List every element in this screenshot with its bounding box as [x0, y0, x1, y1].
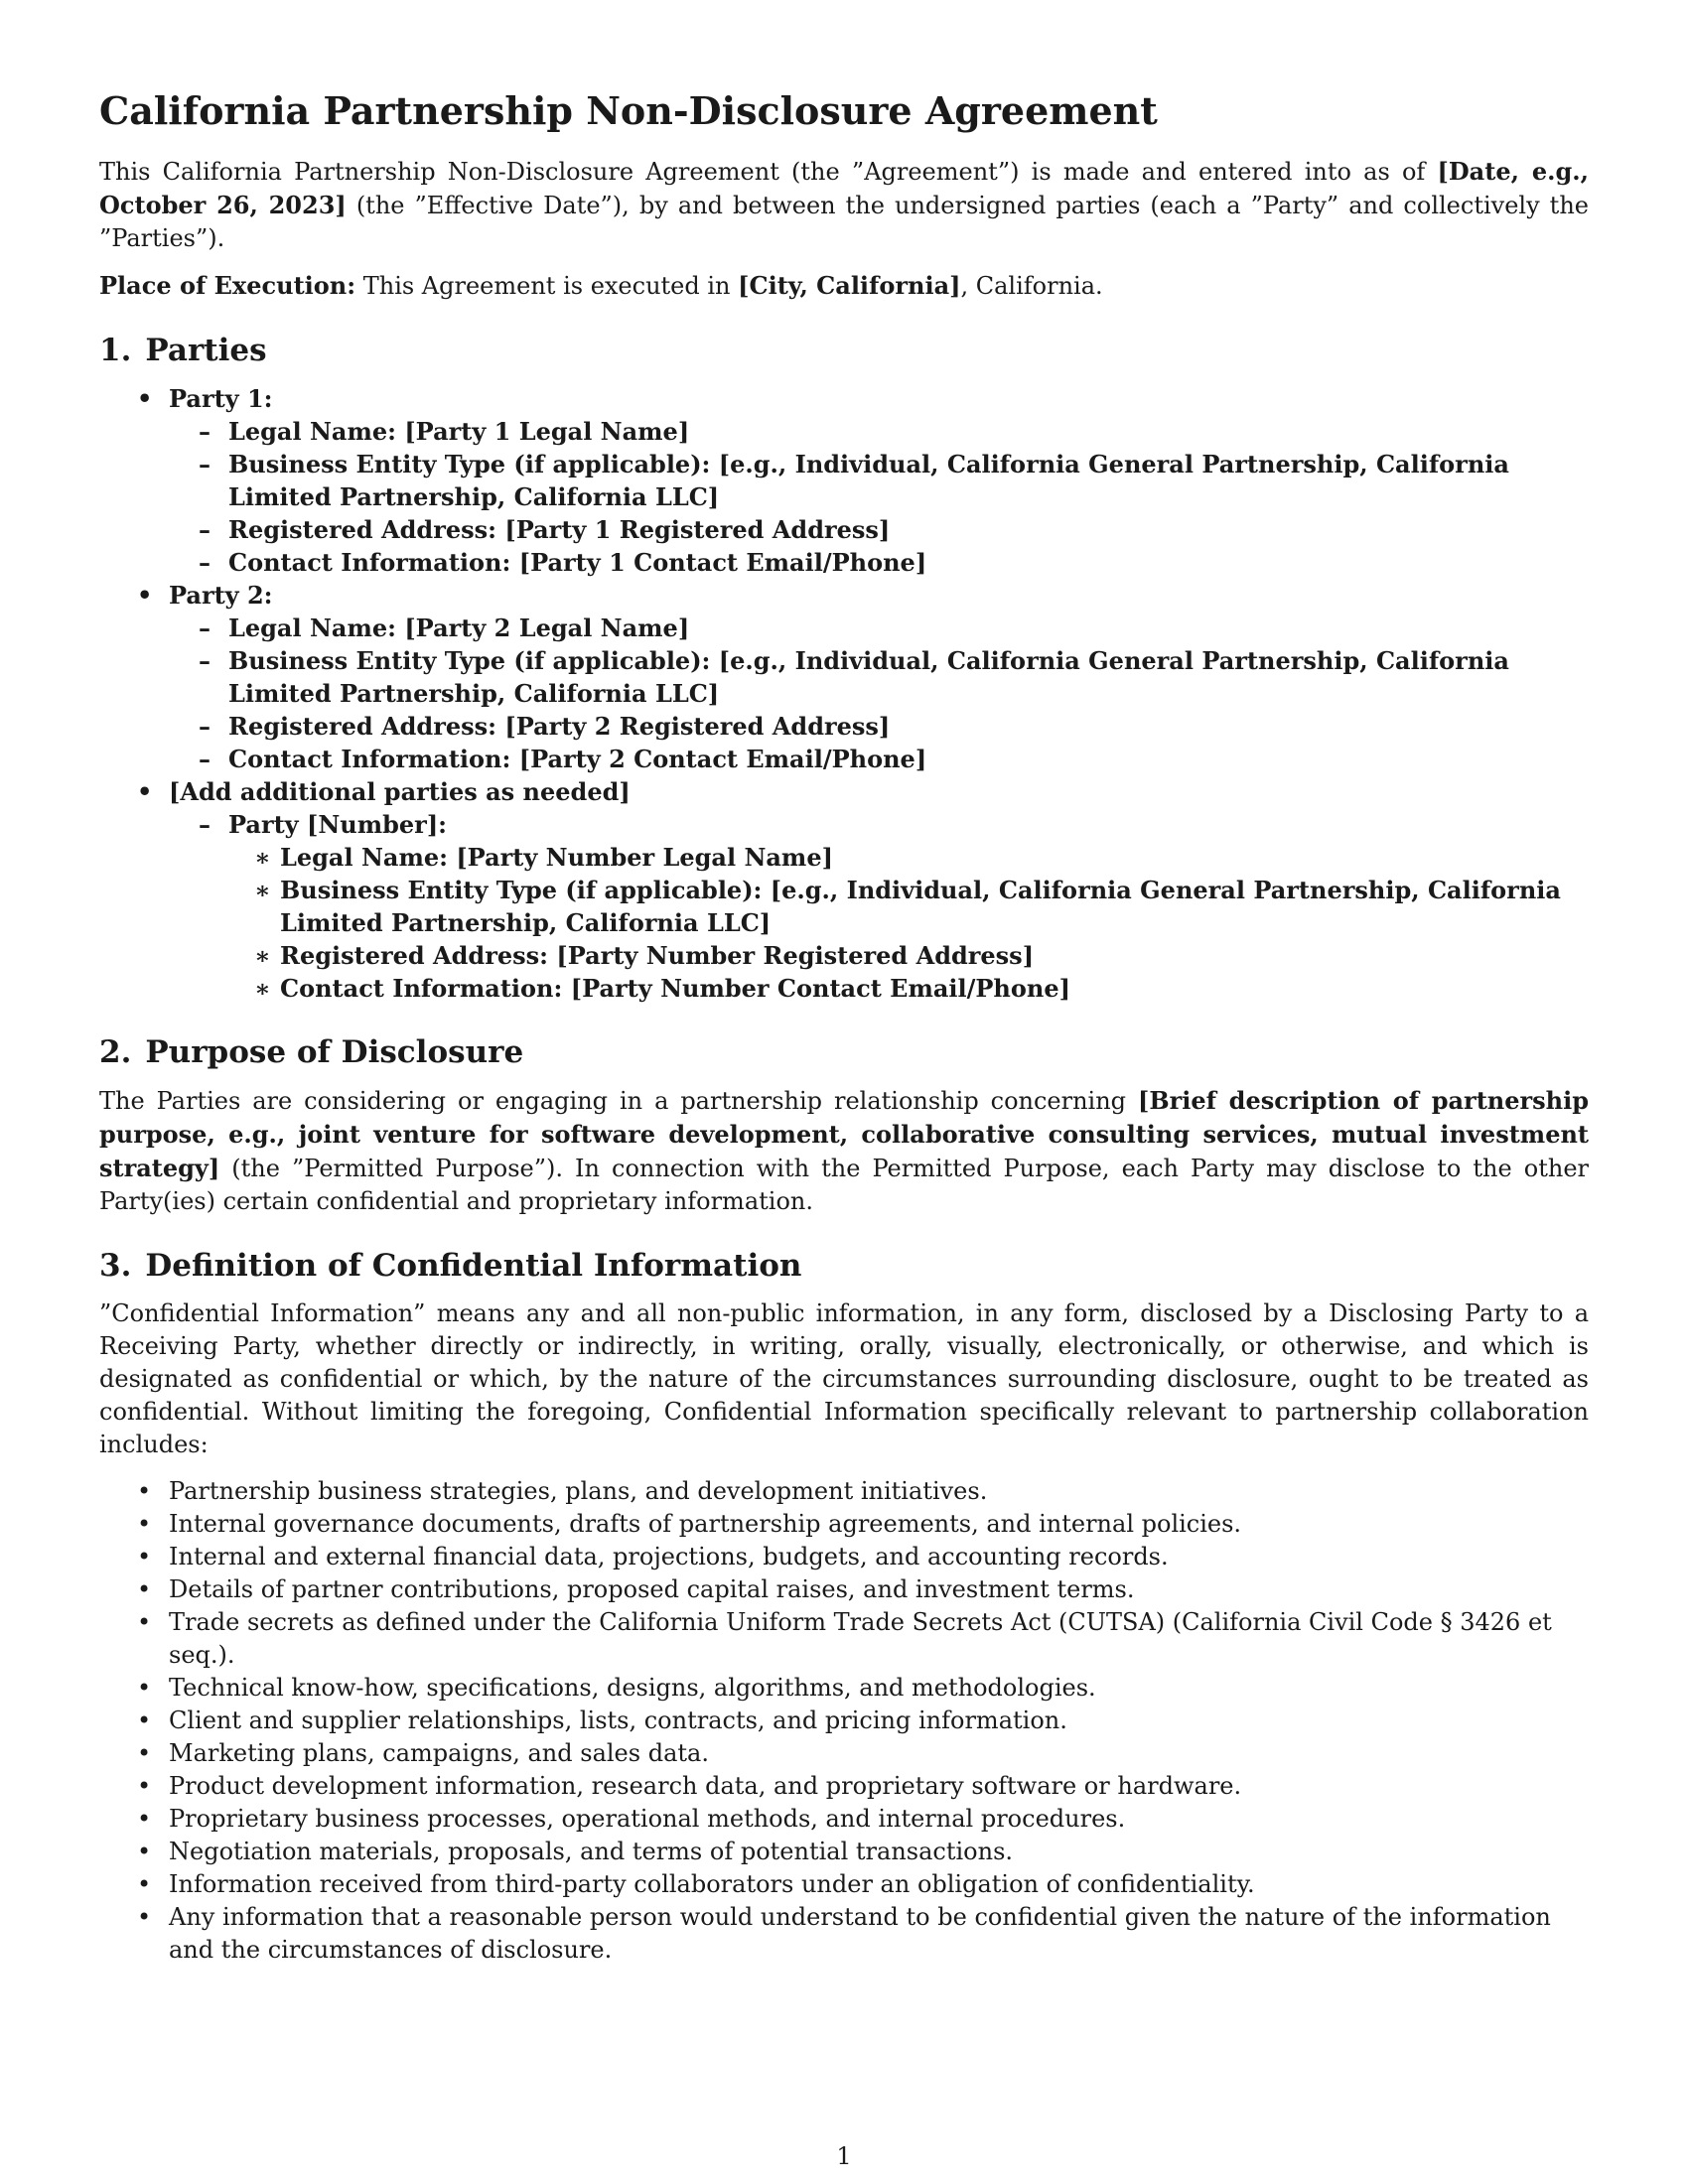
list-item: – Business Entity Type (if applicable): [e.g., Individual, California General Partnership, California Limited Partnership, California LLC]: [169, 644, 1589, 710]
definition-paragraph: ”Confidential Information” means any and all non-public information, in any form, disclosed by a Disclosing Party to a Receiving Party, whether directly or indirectly, in writing, orally, visually, electronically, or otherwise, and which is designated as confidential or which, by the nature of the circumstances surrounding disclosure, ought to be treated as confidential. Without limiting the foregoing, Confidential Information specifically relevant to partnership collaboration includes:: [99, 1299, 1589, 1458]
effective-date-placeholder: [Date, e.g., October 26, 2023]: [99, 157, 1589, 219]
purpose-text-1: The Parties are considering or engaging in a partnership relationship concerning: [99, 1087, 1138, 1115]
confidential-info-list: [99, 1475, 1589, 1967]
list-item: • Proprietary business processes, operational methods, and internal procedures.: [99, 1803, 1589, 1836]
party-details: [169, 415, 1589, 579]
list-item: • Marketing plans, campaigns, and sales data.: [99, 1737, 1589, 1770]
additional-party: [169, 808, 1589, 1005]
document-page: [99, 87, 1589, 1967]
party-label: Party 2:: [169, 581, 273, 610]
list-item: • Any information that a reasonable person would understand to be confidential given the nature of the information and the circumstances of disclosure.: [99, 1901, 1589, 1967]
intro-paragraph: [99, 155, 1589, 255]
section-heading-purpose: [99, 1032, 1589, 1072]
intro-text-1: This California Partnership Non-Disclosure Agreement (the ”Agreement”) is made and entered into as of: [99, 158, 1438, 186]
list-item: [99, 382, 1589, 579]
list-item: • Internal and external financial data, projections, budgets, and accounting records.: [99, 1541, 1589, 1573]
purpose-placeholder: [Brief description of partnership purpose, e.g., joint venture for software development, collaborative consulting services, mutual investment strategy]: [99, 1086, 1589, 1182]
place-city-placeholder: [City, California]: [738, 271, 961, 300]
section-title: Purpose of Disclosure: [145, 1034, 524, 1070]
list-item: • Trade secrets as defined under the California Uniform Trade Secrets Act (CUTSA) (California Civil Code § 3426 et seq.).: [99, 1606, 1589, 1672]
section-number: 3.: [99, 1248, 132, 1284]
list-item: ∗ Legal Name: [Party Number Legal Name]: [228, 841, 1589, 874]
section-title: Definition of Confidential Information: [145, 1248, 802, 1284]
section-number: 1.: [99, 333, 132, 368]
section-heading-definition: [99, 1246, 1589, 1286]
document-title: California Partnership Non-Disclosure Agreement: [99, 88, 1158, 133]
list-item: – Registered Address: [Party 2 Registered Address]: [169, 710, 1589, 743]
place-of-execution: [99, 269, 1589, 303]
list-item: – Contact Information: [Party 2 Contact Email/Phone]: [169, 743, 1589, 775]
list-item: • Product development information, research data, and proprietary software or hardware.: [99, 1770, 1589, 1803]
list-item: [99, 579, 1589, 775]
list-item: ∗ Registered Address: [Party Number Registered Address]: [228, 939, 1589, 972]
place-text-2: , California.: [960, 272, 1103, 300]
party-details: [169, 612, 1589, 775]
list-item: – Legal Name: [Party 1 Legal Name]: [169, 415, 1589, 448]
party-label: Party 1:: [169, 384, 273, 413]
purpose-paragraph: [99, 1084, 1589, 1218]
list-item: ∗ Business Entity Type (if applicable): [e.g., Individual, California General Partnership, California Limited Partnership, California LLC]: [228, 874, 1589, 939]
list-item: ∗ Contact Information: [Party Number Contact Email/Phone]: [228, 972, 1589, 1005]
list-item: • Details of partner contributions, proposed capital raises, and investment terms.: [99, 1573, 1589, 1606]
list-item: • Partnership business strategies, plans, and development initiatives.: [99, 1475, 1589, 1508]
list-item: • Negotiation materials, proposals, and terms of potential transactions.: [99, 1836, 1589, 1868]
list-item: – Business Entity Type (if applicable): [e.g., Individual, California General Partnership, California Limited Partnership, California LLC]: [169, 448, 1589, 513]
list-item: • Client and supplier relationships, lists, contracts, and pricing information.: [99, 1705, 1589, 1737]
list-item: [169, 808, 1589, 1005]
section-number: 2.: [99, 1034, 132, 1070]
list-item: • Information received from third-party collaborators under an obligation of confidentiality.: [99, 1868, 1589, 1901]
parties-list: [99, 382, 1589, 1005]
list-item: – Contact Information: [Party 1 Contact Email/Phone]: [169, 546, 1589, 579]
place-text-1: This Agreement is executed in: [355, 272, 739, 300]
section-title: Parties: [145, 333, 267, 368]
additional-parties-label: [Add additional parties as needed]: [169, 777, 631, 806]
list-item: – Registered Address: [Party 1 Registered Address]: [169, 513, 1589, 546]
intro-text-2: (the ”Effective Date”), by and between the undersigned parties (each a ”Party” and collectively the ”Parties”).: [99, 192, 1589, 252]
page-number: 1: [836, 2142, 852, 2170]
list-item: [99, 775, 1589, 1005]
party-label: Party [Number]:: [228, 810, 448, 839]
section-heading-parties: [99, 331, 1589, 370]
list-item: • Internal governance documents, drafts of partnership agreements, and internal policies.: [99, 1508, 1589, 1541]
party-details: [228, 841, 1589, 1005]
list-item: • Technical know-how, specifications, designs, algorithms, and methodologies.: [99, 1672, 1589, 1705]
list-item: – Legal Name: [Party 2 Legal Name]: [169, 612, 1589, 644]
place-label: Place of Execution:: [99, 271, 356, 300]
purpose-text-2: (the ”Permitted Purpose”). In connection with the Permitted Purpose, each Party may disclose to the other Party(ies) certain confidential and proprietary information.: [99, 1155, 1589, 1215]
